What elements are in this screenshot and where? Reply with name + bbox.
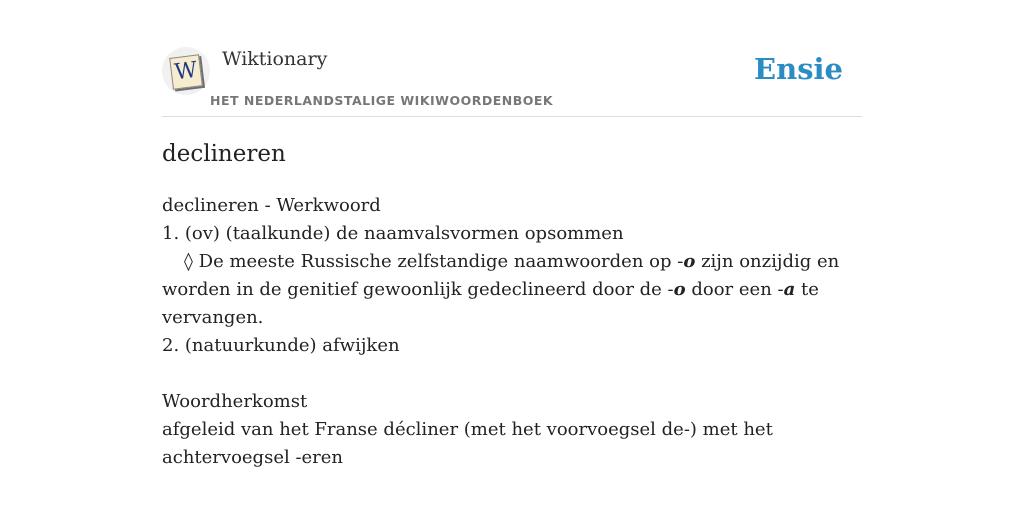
- entry-content: [162, 138, 862, 472]
- example-part-4: te vervangen.: [162, 279, 819, 328]
- sense-1: 1. (ov) (taalkunde) de naamvalsvormen opsommen: [162, 223, 624, 244]
- ensie-brand-link[interactable]: Ensie: [754, 52, 843, 86]
- sense-2: 2. (natuurkunde) afwijken: [162, 335, 400, 356]
- entry-body: [162, 192, 862, 472]
- entry-title: declineren: [162, 141, 286, 167]
- example-suffix-1: o: [683, 251, 696, 272]
- example-diamond-icon: ◊: [184, 251, 193, 272]
- etymology-heading: Woordherkomst: [162, 391, 308, 412]
- example-sentence: [162, 248, 862, 332]
- section-spacer: [162, 360, 862, 388]
- entry-heading: declineren - Werkwoord: [162, 195, 381, 216]
- example-suffix-3: a: [783, 279, 796, 300]
- example-part-1: De meeste Russische zelfstandige naamwoorden op -: [198, 251, 684, 272]
- wiktionary-logo[interactable]: [162, 47, 210, 95]
- site-tagline: HET NEDERLANDSTALIGE WIKIWOORDENBOEK: [210, 93, 554, 108]
- etymology-text: afgeleid van het Franse décliner (met het voorvoegsel de-) met het achtervoegsel -eren: [162, 419, 773, 468]
- example-suffix-2: o: [673, 279, 686, 300]
- site-header: [162, 44, 862, 117]
- example-part-2: zijn onzijdig en worden in de genitief gewoonlijk gedeclineerd door de -: [162, 251, 840, 300]
- logo-tile-icon: W: [169, 54, 203, 89]
- example-part-3: door een -: [685, 279, 784, 300]
- site-name[interactable]: Wiktionary: [222, 48, 328, 70]
